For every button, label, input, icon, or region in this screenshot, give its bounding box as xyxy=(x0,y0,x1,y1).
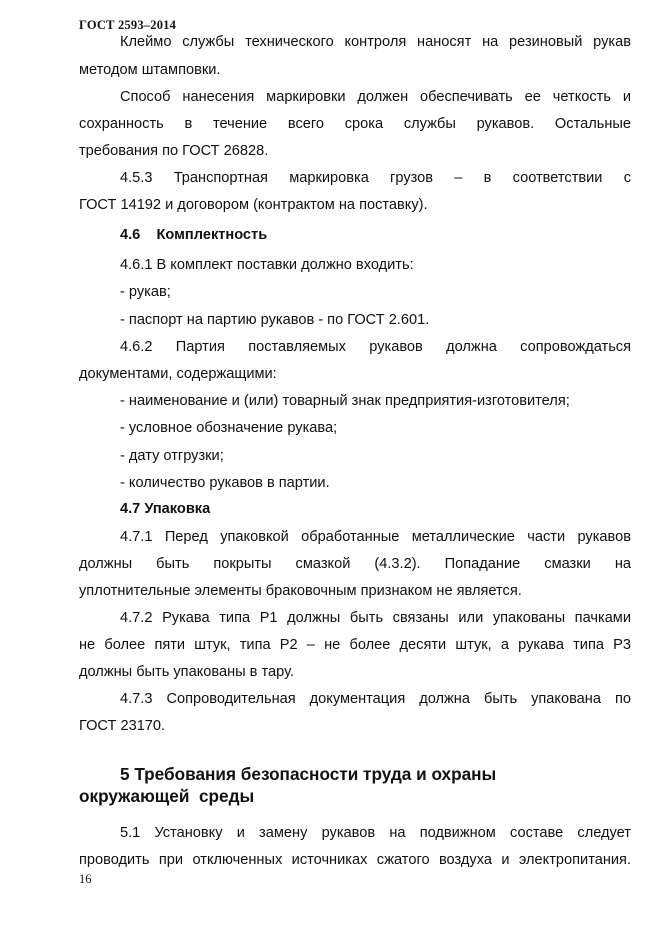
chapter-heading: окружающей среды xyxy=(79,786,255,806)
text-line: сохранность в течение всего срока службы рукавов. Остальные xyxy=(79,116,631,132)
list-item: - дату отгрузки; xyxy=(120,448,224,464)
text-line: уплотнительные элементы браковочным признаком не является. xyxy=(79,583,522,599)
list-item: - паспорт на партию рукавов - по ГОСТ 2.601. xyxy=(120,312,430,328)
text-line: не более пяти штук, типа Р2 – не более десяти штук, а рукава типа Р3 xyxy=(79,637,631,653)
list-item: - наименование и (или) товарный знак предприятия-изготовителя; xyxy=(120,393,570,409)
section-heading: 4.6 Комплектность xyxy=(120,227,268,243)
chapter-heading: 5 Требования безопасности труда и охраны xyxy=(120,764,497,784)
text-line: 4.6.1 В комплект поставки должно входить: xyxy=(120,257,414,273)
text-line: 4.6.2 Партия поставляемых рукавов должна сопровождаться xyxy=(120,339,631,355)
list-item: - количество рукавов в партии. xyxy=(120,475,330,491)
text-line: должны быть упакованы в тару. xyxy=(79,664,294,680)
text-line: ГОСТ 23170. xyxy=(79,718,166,734)
text-line: 4.5.3 Транспортная маркировка грузов – в соответствии с xyxy=(120,170,631,186)
text-line: 5.1 Установку и замену рукавов на подвижном составе следует xyxy=(120,825,631,841)
text-line: требования по ГОСТ 26828. xyxy=(79,143,269,159)
text-line: ГОСТ 14192 и договором (контрактом на поставку). xyxy=(79,197,428,213)
text-line: Клеймо службы технического контроля наносят на резиновый рукав xyxy=(120,34,631,50)
text-line: проводить при отключенных источниках сжатого воздуха и электропитания. xyxy=(79,852,631,868)
list-item: - условное обозначение рукава; xyxy=(120,420,338,436)
section-heading: 4.7 Упаковка xyxy=(120,501,211,517)
text-line: методом штамповки. xyxy=(79,62,221,78)
running-header: ГОСТ 2593–2014 xyxy=(79,18,177,32)
text-line: должны быть покрыты смазкой (4.3.2). Попадание смазки на xyxy=(79,556,631,572)
text-line: 4.7.1 Перед упаковкой обработанные металлические части рукавов xyxy=(120,529,631,545)
text-line: документами, содержащими: xyxy=(79,366,277,382)
text-line: 4.7.2 Рукава типа Р1 должны быть связаны или упакованы пачками xyxy=(120,610,631,626)
text-line: 4.7.3 Сопроводительная документация должна быть упакована по xyxy=(120,691,631,707)
list-item: - рукав; xyxy=(120,284,171,300)
text-line: Способ нанесения маркировки должен обеспечивать ее четкость и xyxy=(120,89,631,105)
page-number: 16 xyxy=(79,872,92,886)
